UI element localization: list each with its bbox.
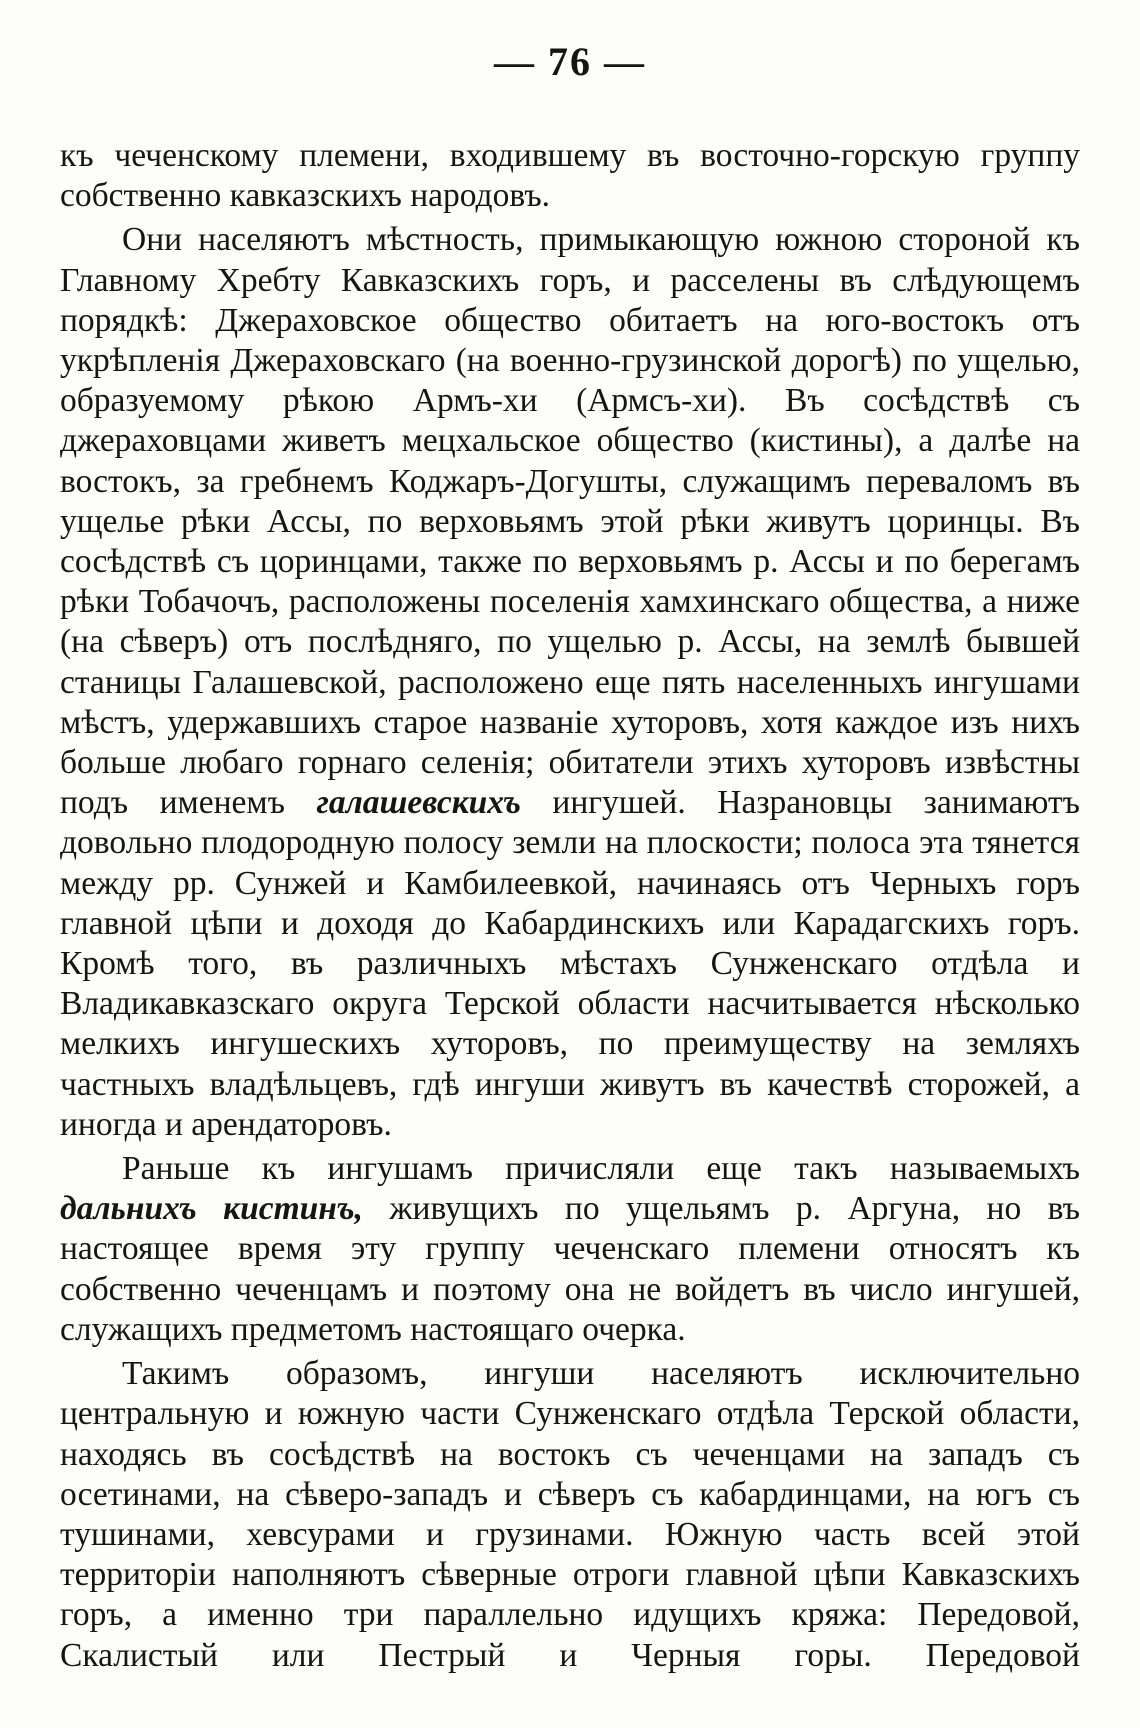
paragraph-continued [60, 136, 1080, 216]
italic-term: галашевскихъ [316, 784, 521, 822]
paragraph [60, 220, 1080, 1145]
paragraph-text: живущихъ по ущельямъ р. Аргуна, но въ настоящее время эту группу чеченскаго племени относятъ къ собственно чеченцамъ и поэтому она не войдетъ въ число ингушей, служащихъ предметомъ настоящаго очерка. [60, 1190, 1080, 1348]
paragraph-text: Они населяютъ мѣстность, примыкающую южною стороной къ Главному Хребту Кавказскихъ горъ, и расселены въ слѣдующемъ порядкѣ: Джераховское общество обитаетъ на юго-востокъ отъ укрѣпленія Джераховскаго (на военно-грузинской дорогѣ) по ущелью, образуемому рѣкою Армъ-хи (Армсъ-хи). Въ сосѣдствѣ съ джераховцами живетъ мецхальское общество (кистины), а далѣе на востокъ, за гребнемъ Коджаръ-Догушты, служащимъ переваломъ въ ущелье рѣки Ассы, по верховьямъ этой рѣки живутъ цоринцы. Въ сосѣдствѣ съ цоринцами, также по верховьямъ р. Ассы и по берегамъ рѣки Тобачочъ, расположены поселенія хамхинскаго общества, а ниже (на сѣверъ) отъ послѣдняго, по ущелью р. Ассы, на землѣ бывшей станицы Галашевской, расположено еще пять населенныхъ ингушами мѣстъ, удержавшихъ старое названіе хуторовъ, хотя каждое изъ нихъ больше любаго горнаго селенія; обитатели этихъ хуторовъ извѣстны подъ именемъ [60, 221, 1080, 822]
paragraph [60, 1354, 1080, 1676]
page-number: — 76 — [494, 39, 646, 84]
paragraph [60, 1149, 1080, 1350]
italic-term: дальнихъ кистинъ, [60, 1190, 363, 1228]
paragraph-text: Раньше къ ингушамъ причисляли еще такъ называемыхъ [122, 1150, 1080, 1188]
paragraph-text: ингушей. Назрановцы занимаютъ довольно плодородную полосу земли на плоскости; полоса эта тянется между рр. Сунжей и Камбилеевкой, начинаясь отъ Черныхъ горъ главной цѣпи и доходя до Кабардинскихъ или Карадагскихъ горъ. Кромѣ того, въ различныхъ мѣстахъ Сунженскаго отдѣла и Владикавказскаго округа Терской области насчитывается нѣсколько мелкихъ ингушескихъ хуторовъ, по преимуществу на земляхъ частныхъ владѣльцевъ, гдѣ ингуши живутъ въ качествѣ сторожей, а иногда и арендаторовъ. [60, 784, 1080, 1143]
paragraph-text: Такимъ образомъ, ингуши населяютъ исключительно центральную и южную части Сунженскаго отдѣла Терской области, находясь въ сосѣдствѣ на востокъ съ чеченцами на западъ съ осетинами, на сѣверо-западъ и сѣверъ съ кабардинцами, на югъ съ тушинами, хевсурами и грузинами. Южную часть всей этой территоріи наполняютъ сѣверные отроги главной цѣпи Кавказскихъ горъ, а именно три параллельно идущихъ кряжа: Передовой, Скалистый или Пестрый и Черныя горы. Передовой [60, 1355, 1080, 1674]
body-text [60, 136, 1080, 1676]
paragraph-text: къ чеченскому племени, входившему въ восточно-горскую группу собственно кавказскихъ народовъ. [60, 137, 1080, 215]
